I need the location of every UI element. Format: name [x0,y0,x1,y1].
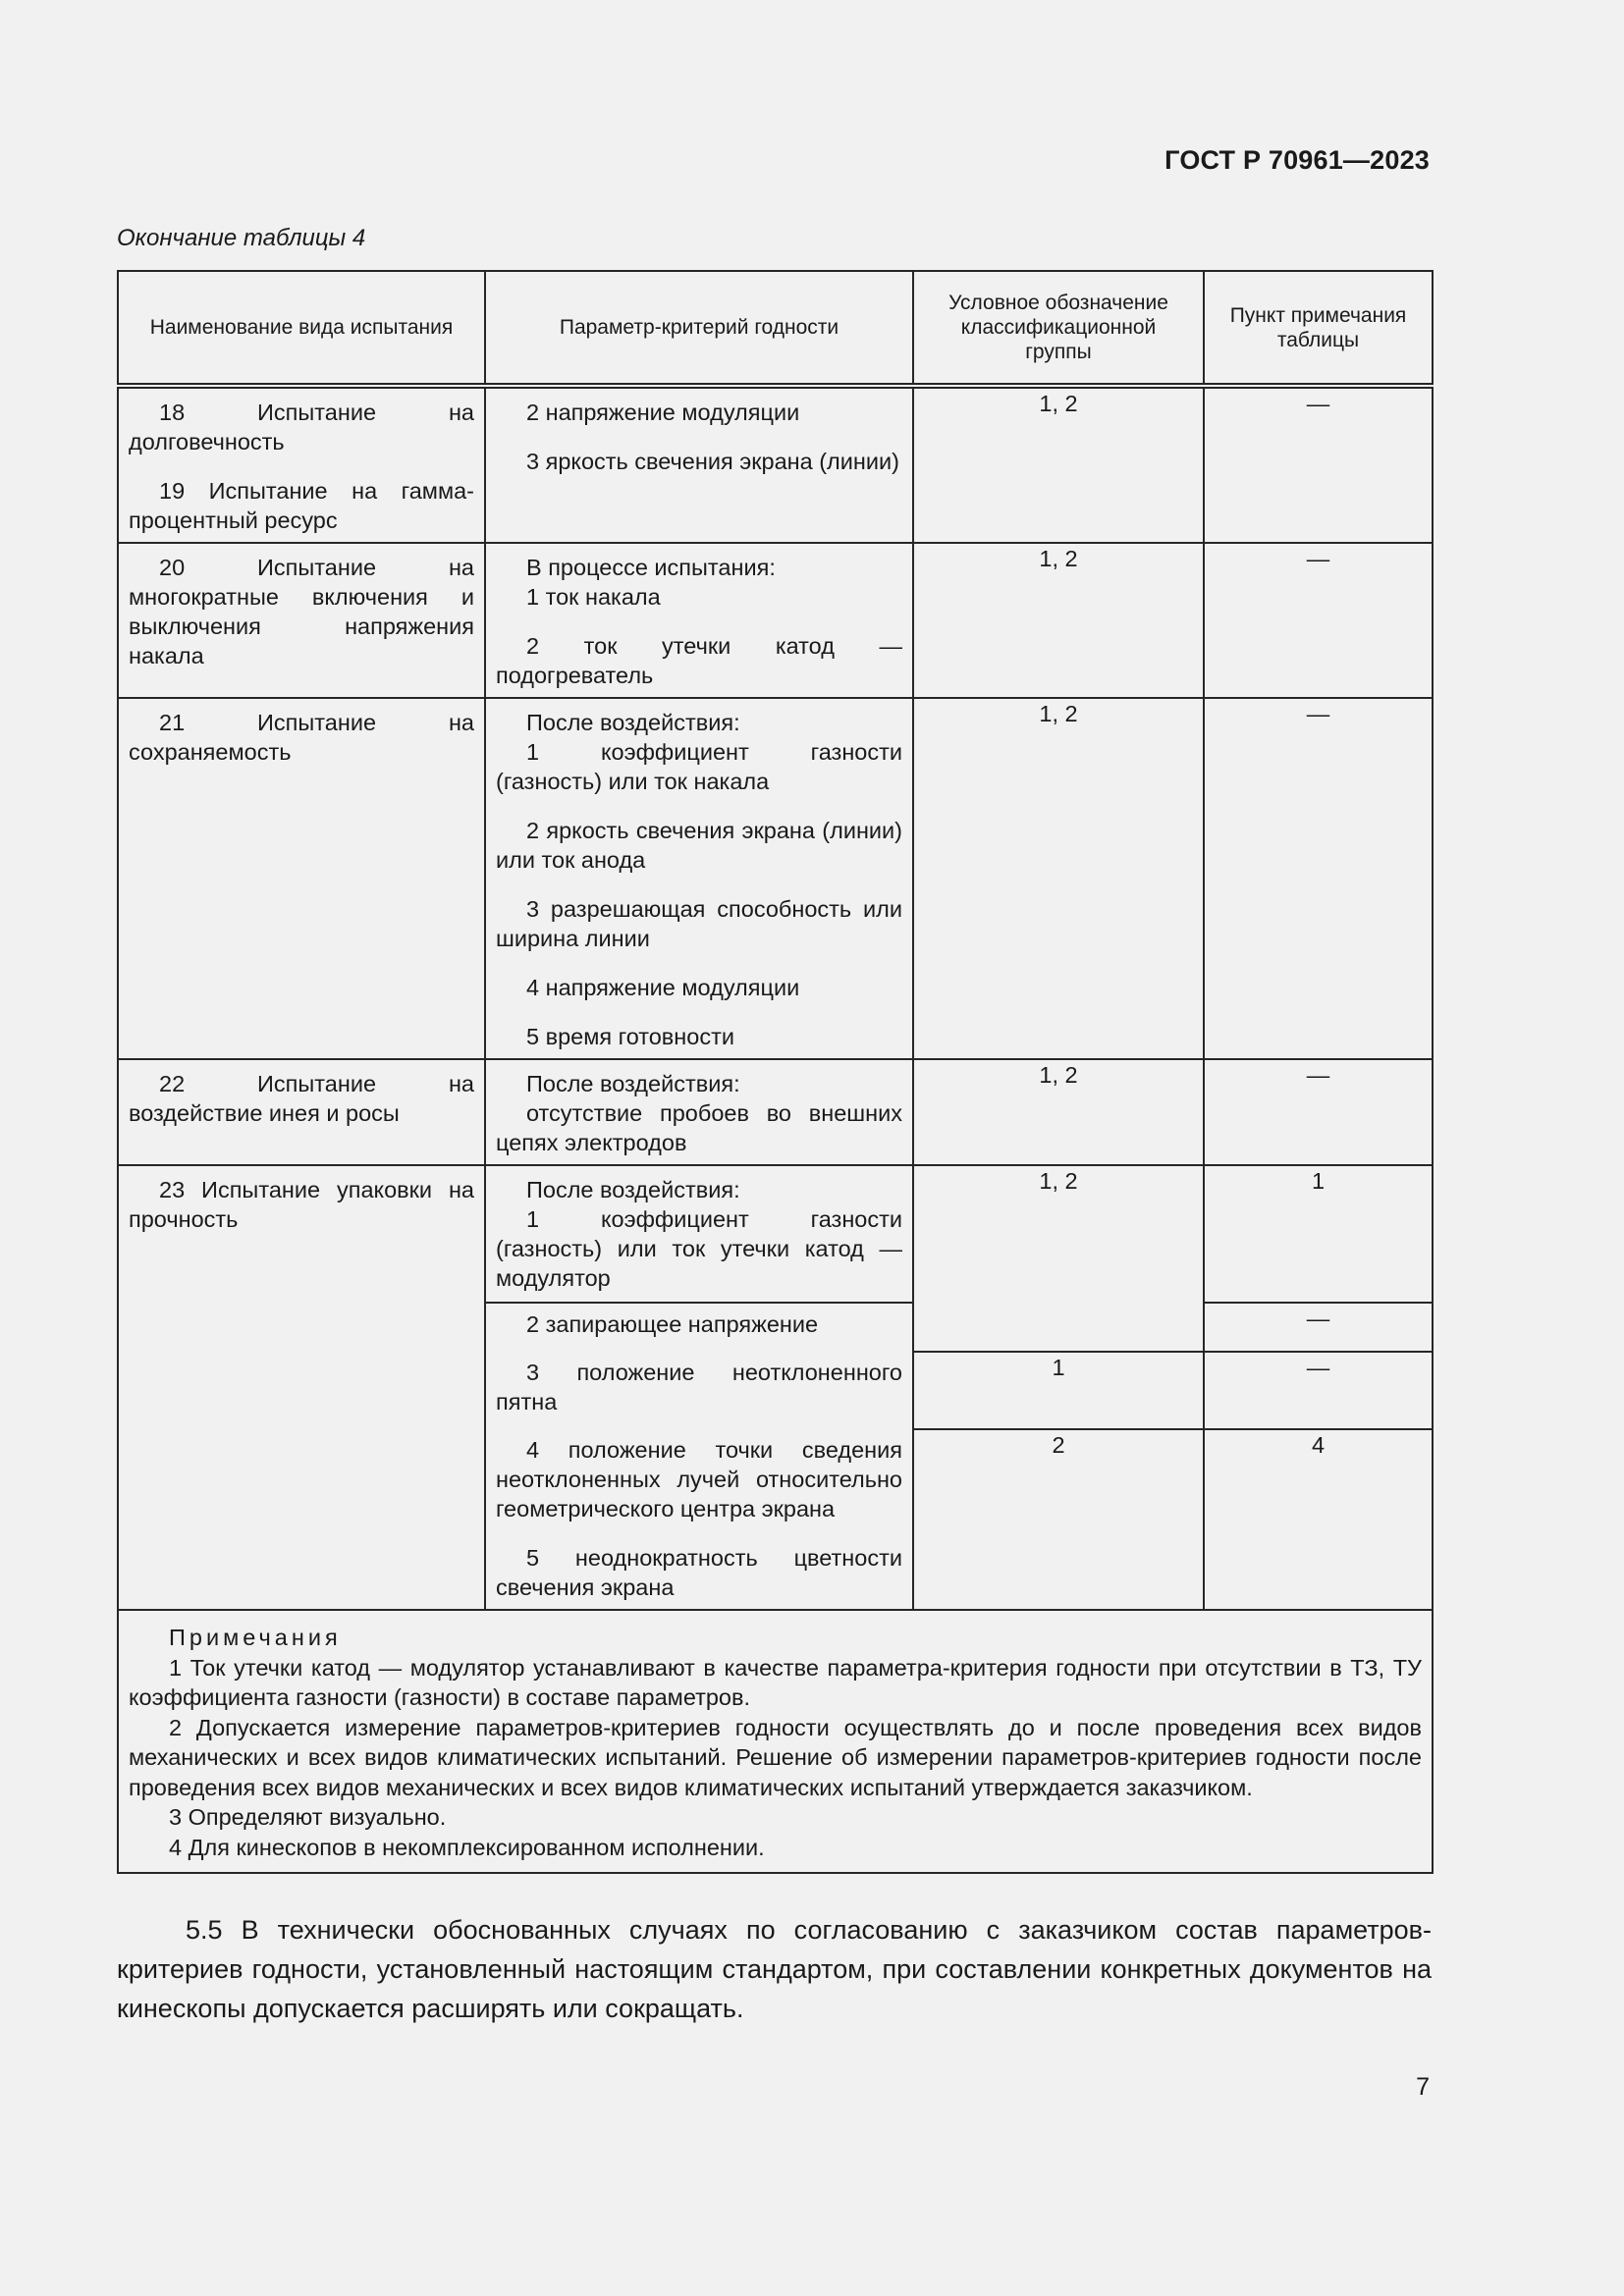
criterion-cell [485,386,913,543]
note-ref-cell: — [1204,1352,1433,1429]
note-ref-cell: — [1204,543,1433,698]
criterion-intro: После воздействия: [526,1177,740,1202]
note-item: 1 Ток утечки катод — модулятор устанавливают в качестве параметра-критерия годности при отсутствии в ТЗ, ТУ коэффициента газности (газности) в составе параметров. [129,1654,1422,1710]
criterion-item: 2 запирающее напряжение [526,1311,819,1337]
note-ref-cell: 4 [1204,1429,1433,1610]
notes-row [118,1610,1433,1873]
column-header-criterion: Параметр-критерий годности [485,271,913,386]
test-name: 22 Испытание на воздействие инея и росы [129,1071,474,1126]
note-ref-cell: — [1204,1303,1433,1352]
note-item: 2 Допускается измерение параметров-критериев годности осуществлять до и после проведения всех видов механических и всех видов климатических испытаний. Решение об измерении параметров-критериев годности после проведения всех видов механических и всех видов климатических испытаний утверждается заказчиком. [129,1714,1422,1800]
document-code: ГОСТ Р 70961—2023 [1164,145,1430,175]
criterion-intro: В процессе испытания: [526,555,776,580]
criterion-item: 1 ток накала [526,584,661,610]
criterion-cell [485,1165,913,1303]
test-name-cell [118,386,485,543]
table-row [118,1165,1433,1303]
criterion-cell [485,1429,913,1610]
test-name-cell [118,1059,485,1165]
table-row [118,543,1433,698]
group-cell: 1 [913,1352,1204,1429]
criterion-item: 2 ток утечки катод — подогреватель [496,633,902,688]
criterion-item: 4 положение точки сведения неотклоненных лучей относительно геометрического центра экрана [496,1437,902,1522]
page-number: 7 [1416,2073,1430,2101]
criterion-item: 3 положение неотклоненного пятна [496,1360,902,1415]
criterion-item: 2 яркость свечения экрана (линии) или ток анода [496,818,902,873]
note-item: 3 Определяют визуально. [169,1804,447,1830]
criterion-item: 5 неоднократность цветности свечения экрана [496,1545,902,1600]
group-cell: 1, 2 [913,386,1204,543]
criterion-cell [485,543,913,698]
column-header-note-ref: Пункт примечания таблицы [1204,271,1433,386]
table-caption: Окончание таблицы 4 [117,225,366,251]
group-cell: 1, 2 [913,1059,1204,1165]
criterion-cell [485,1059,913,1165]
table-row [118,1059,1433,1165]
criterion-item: отсутствие пробоев во внешних цепях электродов [496,1100,902,1155]
test-name: 19 Испытание на гамма-процентный ресурс [129,478,474,533]
test-name: 21 Испытание на сохраняемость [129,710,474,765]
test-name: 18 Испытание на долговечность [129,400,474,454]
criterion-intro: После воздействия: [526,710,740,735]
column-header-test-name: Наименование вида испытания [118,271,485,386]
group-cell: 1, 2 [913,543,1204,698]
criterion-cell [485,698,913,1059]
table-row [118,698,1433,1059]
group-cell: 2 [913,1429,1204,1610]
criterion-item: 2 напряжение модуляции [526,400,800,425]
table-header-row [118,271,1433,386]
note-ref-cell: — [1204,698,1433,1059]
notes-cell [118,1610,1433,1873]
note-ref-cell: — [1204,386,1433,543]
group-cell: 1, 2 [913,1165,1204,1352]
criterion-item: 5 время готовности [526,1024,734,1049]
test-name: 20 Испытание на многократные включения и выключения напряжения накала [129,555,474,668]
group-cell: 1, 2 [913,698,1204,1059]
note-ref-cell: — [1204,1059,1433,1165]
criterion-cell [485,1303,913,1352]
test-name-cell [118,698,485,1059]
section-5-5-paragraph: 5.5 В технически обоснованных случаях по согласованию с заказчиком состав параметров-критериев годности, установленный настоящим стандартом, при составлении конкретных документов на кинескопы допускается расширять или сокращать. [117,1915,1432,2023]
test-criteria-table [117,270,1434,1874]
test-name-cell [118,1165,485,1610]
criterion-item: 1 коэффициент газности (газность) или ток накала [496,739,902,794]
column-header-group: Условное обозначение классификационной группы [913,271,1204,386]
note-item: 4 Для кинескопов в некомплексированном исполнении. [169,1834,765,1860]
criterion-item: 4 напряжение модуляции [526,975,800,1000]
test-name-cell [118,543,485,698]
criterion-item: 1 коэффициент газности (газность) или ток утечки катод — модулятор [496,1206,902,1291]
criterion-intro: После воздействия: [526,1071,740,1096]
table-row [118,386,1433,543]
note-ref-cell: 1 [1204,1165,1433,1303]
notes-title: Примечания [169,1625,342,1650]
criterion-cell [485,1352,913,1429]
criterion-item: 3 разрешающая способность или ширина линии [496,896,902,951]
criterion-item: 3 яркость свечения экрана (линии) [526,449,899,474]
test-name: 23 Испытание упаковки на прочность [129,1177,474,1232]
